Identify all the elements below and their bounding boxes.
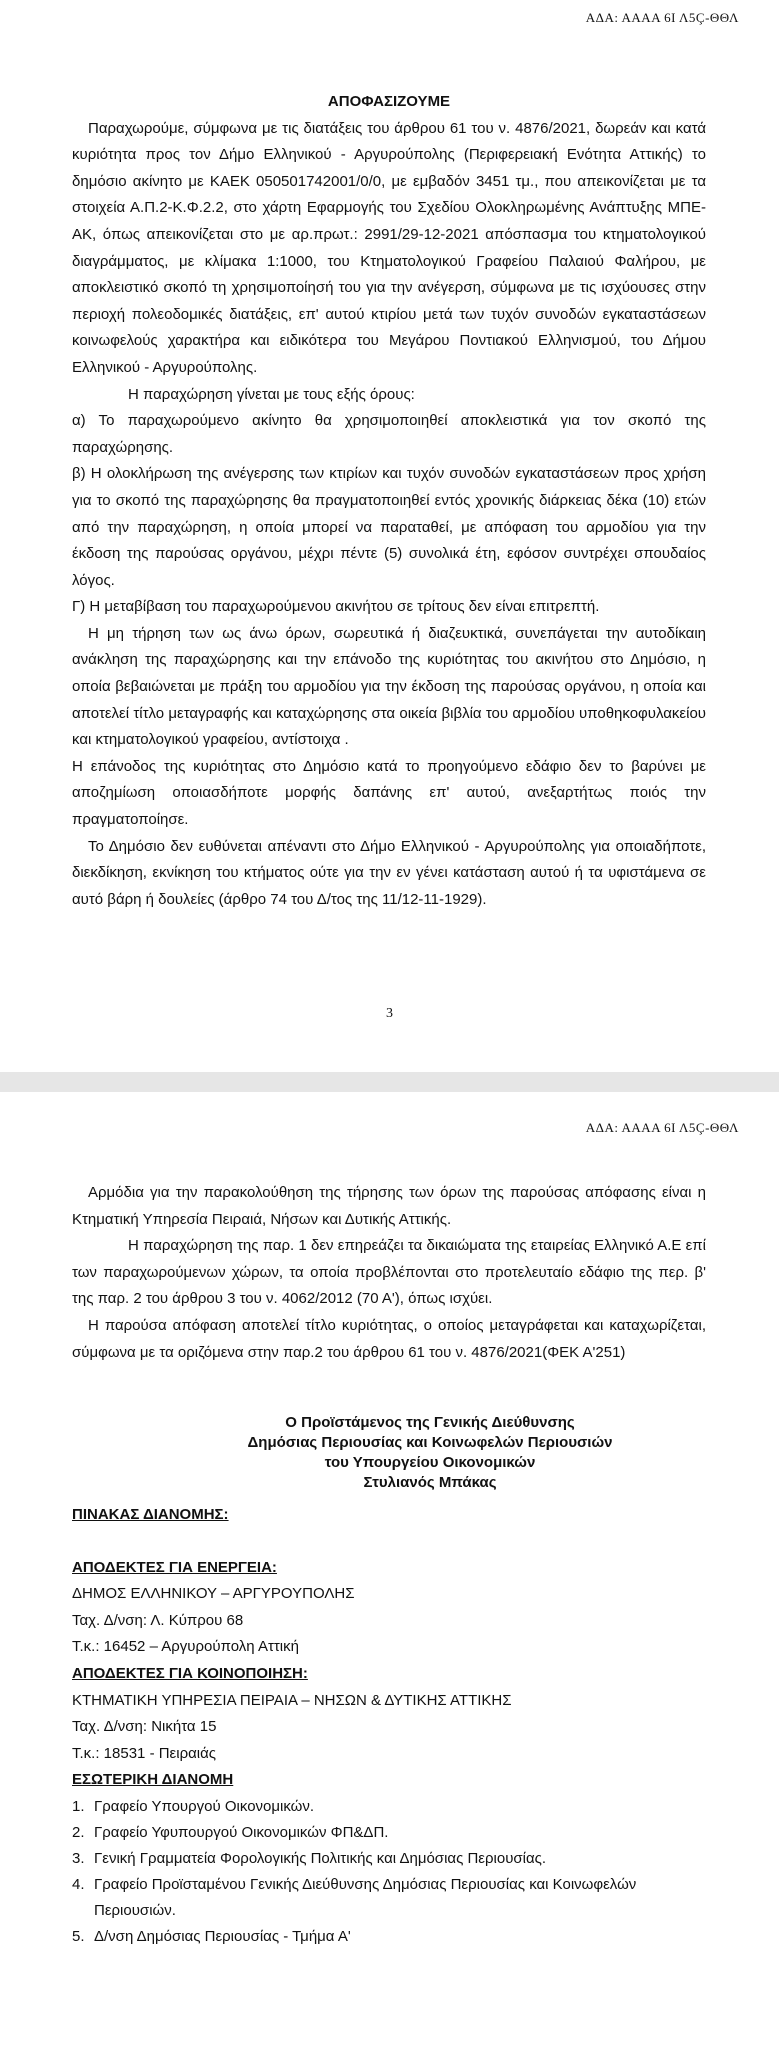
paragraph: Αρμόδια για την παρακολούθηση της τήρησης των όρων της παρούσας απόφασης είναι η Κτηματική Υπηρεσία Πειραιά, Νήσων και Δυτικής Αττικής.	[72, 1184, 706, 1228]
condition-a: α) Το παραχωρούμενο ακίνητο θα χρησιμοποιηθεί αποκλειστικά για τον σκοπό της παραχώρησης.	[72, 412, 706, 456]
list-item: 4. Γραφείο Προϊσταμένου Γενικής Διεύθυνσης Δημόσιας Περιουσίας και Κοινωφελών Περιουσιών.	[72, 1875, 637, 1919]
condition-b: β) Η ολοκλήρωση της ανέγερσης των κτιρίων και τυχόν συνοδών εγκαταστάσεων προς χρήση για το σκοπό της παραχώρησης θα πραγματοποιηθεί εντός χρονικής διάρκειας δέκα (10) ετών από την παραχώρηση, η οποία μπορεί να παραταθεί, με απόφαση του αρμοδίου για την έκδοση της παρούσας οργάνου, μέχρι πέντε (5) συνολικά έτη, εφόσον συντρέχει σπουδαίος λόγος.	[72, 465, 706, 589]
paragraph: Παραχωρούμε, σύμφωνα με τις διατάξεις του άρθρου 61 του ν. 4876/2021, δωρεάν και κατά κυριότητα προς τον Δήμο Ελληνικού - Αργυρούπολης (Περιφερειακή Ενότητα Αττικής) το δημόσιο ακίνητο με ΚΑΕΚ 050501742001/0/0, με εμβαδόν 3451 τμ., που απεικονίζεται με τα στοιχεία Α.Π.2-Κ.Φ.2.2, στο χάρτη Εφαρμογής του Σχεδίου Ολοκληρωμένης Ανάπτυξης ΜΠΕ-ΑΚ, όπως απεικονίζεται στο με αρ.πρωτ.: 2991/29-12-2021 απόσπασμα του κτηματολογικού διαγράμματος, με κλίμακα 1:1000, του Κτηματολογικού Γραφείου Παλαιού Φαλήρου, με αποκλειστικό σκοπό τη χρησιμοποίησή του για την ανέγερση, σύμφωνα με τις ισχύουσες στην περιοχή πολεοδομικές διατάξεις, επ' αυτού κτιρίου μετά των τυχόν συνοδών εγκαταστάσεων κοινωφελούς χαρακτήρα και ειδικότερα του Μεγάρου Ποντιακού Ελληνισμού, του Δήμου Ελληνικού - Αργυρούπολης.	[72, 119, 706, 376]
recipient-line: Ταχ. Δ/νση: Λ. Κύπρου 68	[72, 1611, 244, 1629]
doc-code: ΑΔΑ: ΑΑΑΑ 6Ι Λ5Ç-ΘΘΛ	[585, 10, 739, 25]
distribution-heading: ΠΙΝΑΚΑΣ ΔΙΑΝΟΜΗΣ:	[72, 1506, 229, 1523]
signature-line: Ο Προϊστάμενος της Γενικής Διεύθυνσης	[285, 1414, 575, 1431]
closing-body	[72, 1180, 706, 1366]
signature-line: του Υπουργείου Οικονομικών	[324, 1454, 536, 1471]
action-recipients-heading: ΑΠΟΔΕΚΤΕΣ ΓΙΑ ΕΝΕΡΓΕΙΑ:	[72, 1558, 277, 1576]
list-item: 2. Γραφείο Υφυπουργού Οικονομικών ΦΠ&ΔΠ.	[72, 1823, 389, 1841]
paragraph: Η μη τήρηση των ως άνω όρων, σωρευτικά ή διαζευκτικά, συνεπάγεται την αυτοδίκαιη ανάκληση της παραχώρησης και την επάνοδο της κυριότητας του ακινήτου στο Δημόσιο, η οποία βεβαιώνεται με πράξη του αρμοδίου για την έκδοση της παρούσας οργάνου, η οποία και αποτελεί τίτλο μεταγραφής και καταχώρησης στα οικεία βιβλία του αρμοδίου υποθηκοφυλακείου και κτηματολογικού γραφείου, αντίστοιχα .	[72, 624, 706, 749]
signatory-name: Στυλιανός Μπάκας	[363, 1474, 497, 1491]
condition-c: Γ) Η μεταβίβαση του παραχωρούμενου ακινήτου σε τρίτους δεν είναι επιτρεπτή.	[72, 598, 600, 616]
signature-line: Δημόσιας Περιουσίας και Κοινωφελών Περιουσιών	[247, 1434, 613, 1451]
paragraph: Η παραχώρηση της παρ. 1 δεν επηρεάζει τα δικαιώματα της εταιρείας Ελληνικό Α.Ε επί των παραχωρούμενων χώρων, τα οποία προβλέπονται στο προτελευταίο εδάφιο της περ. β' της παρ. 2 του άρθρου 3 του ν. 4062/2012 (70 Α'), όπως ισχύει.	[72, 1237, 706, 1308]
paragraph: Η επάνοδος της κυριότητας στο Δημόσιο κατά το προηγούμενο εδάφιο δεν το βαρύνει με αποζημίωση οποιασδήποτε μορφής δαπάνης επ' αυτού, ανεξαρτήτως ποιός την πραγματοποίησε.	[72, 757, 706, 829]
document-page-2	[0, 1092, 779, 2048]
paragraph: Η παραχώρηση γίνεται με τους εξής όρους:	[128, 385, 415, 403]
list-item: 5. Δ/νση Δημόσιας Περιουσίας - Τμήμα Α'	[72, 1927, 351, 1945]
internal-distribution-heading: ΕΣΩΤΕΡΙΚΗ ΔΙΑΝΟΜΗ	[72, 1771, 234, 1789]
internal-distribution-list	[72, 1794, 732, 1950]
list-item: 1. Γραφείο Υπουργού Οικονομικών.	[72, 1797, 315, 1815]
paragraph: Το Δημόσιο δεν ευθύνεται απέναντι στο Δήμο Ελληνικού - Αργυρούπολης για οποιαδήποτε, διεκδίκηση, εκνίκηση του κτήματος ούτε για την εν γένει κατάσταση αυτού ή τα υφιστάμενα σε αυτό βάρη ή δουλείες (άρθρο 74 του Δ/τος της 11/12-11-1929).	[72, 837, 706, 908]
recipient-line: Τ.κ.: 16452 – Αργυρούπολη Αττική	[72, 1638, 299, 1656]
list-item: 3. Γενική Γραμματεία Φορολογικής Πολιτικής και Δημόσιας Περιουσίας.	[72, 1849, 547, 1867]
decision-title: ΑΠΟΦΑΣΙΖΟΥΜΕ	[327, 93, 451, 110]
recipient-line: Ταχ. Δ/νση: Νικήτα 15	[72, 1718, 217, 1736]
distribution-table	[72, 1502, 732, 1950]
decision-body	[72, 89, 706, 913]
recipient-line: ΔΗΜΟΣ ΕΛΛΗΝΙΚΟΥ – ΑΡΓΥΡΟΥΠΟΛΗΣ	[72, 1585, 355, 1603]
page-number: 3	[386, 1006, 393, 1021]
signature-block	[160, 1413, 700, 1493]
recipient-line: Τ.κ.: 18531 - Πειραιάς	[72, 1744, 217, 1762]
paragraph: Η παρούσα απόφαση αποτελεί τίτλο κυριότητας, ο οποίος μεταγράφεται και καταχωρίζεται, σύμφωνα με τα οριζόμενα στην παρ.2 του άρθρου 61 του ν. 4876/2021(ΦΕΚ Α'251)	[72, 1316, 706, 1361]
recipient-line: ΚΤΗΜΑΤΙΚΗ ΥΠΗΡΕΣΙΑ ΠΕΙΡΑΙΑ – ΝΗΣΩΝ & ΔΥΤΙΚΗΣ ΑΤΤΙΚΗΣ	[72, 1691, 512, 1709]
doc-code: ΑΔΑ: ΑΑΑΑ 6Ι Λ5Ç-ΘΘΛ	[585, 1120, 739, 1135]
info-recipients-heading: ΑΠΟΔΕΚΤΕΣ ΓΙΑ ΚΟΙΝΟΠΟΙΗΣΗ:	[72, 1664, 308, 1682]
